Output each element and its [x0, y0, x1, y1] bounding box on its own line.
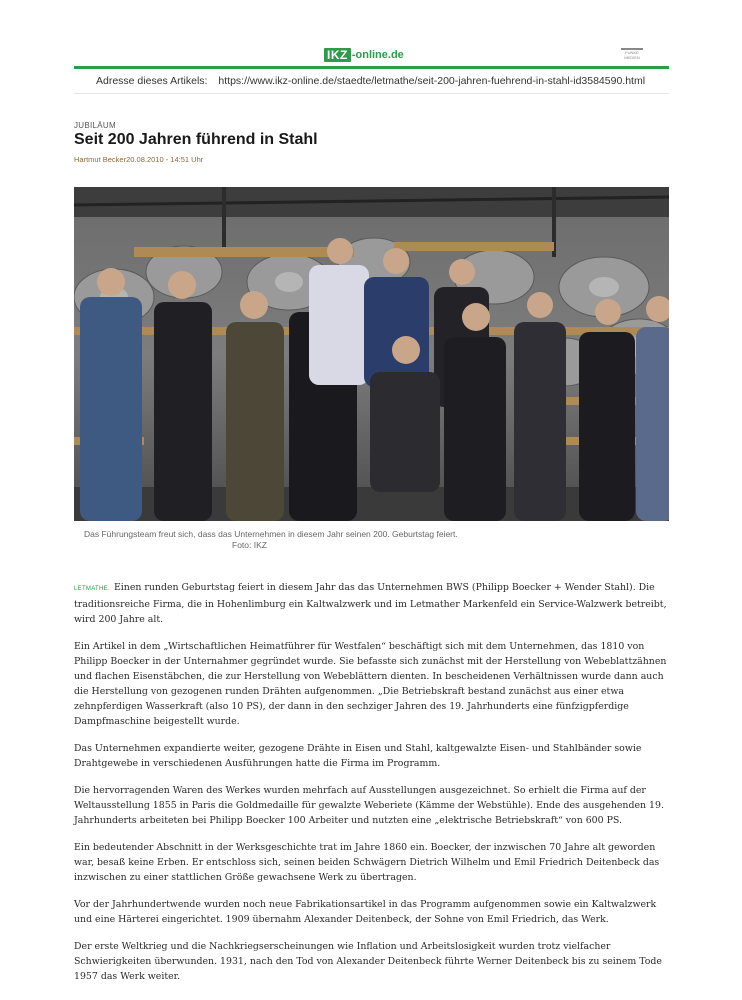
paragraph: Ein bedeutender Abschnitt in der Werksgeschichte trat im Jahre 1860 ein. Boecker, der inzwischen 70 Jahre alt geworden war, besaß keine Erben. Er entschloss sich, seinen beiden Schwägern Dietrich Wilhelm und Emil Friedrich Deitenbeck das inzwischen zu einer stattlichen Größe gewachsene Werk zu übertragen. — [74, 842, 660, 883]
funke-medien-logo: FUNKE MEDIEN — [621, 48, 643, 60]
address-divider — [74, 93, 669, 94]
article-kicker: JUBILÄUM — [74, 121, 116, 130]
dateline: LETMATHE. — [74, 586, 110, 592]
article-body — [74, 580, 671, 996]
paragraph: LETMATHE. Einen runden Geburtstag feiert in diesem Jahr das das Unternehmen BWS (Philipp Boecker + Wender Stahl). Die traditionsreiche Firma, die in Hohenlimburg ein Kaltwalzwerk und im Letmather Markenfeld ein Service-Walzwerk betreibt, wird 200 Jahre alt. — [74, 582, 667, 625]
article-photo — [74, 187, 669, 521]
caption-text: Das Führungsteam freut sich, dass das Unternehmen in diesem Jahr seinen 200. Geburtstag feiert. — [84, 529, 458, 539]
logo-suffix: -online.de — [351, 49, 404, 61]
address-url: https://www.ikz-online.de/staedte/letmathe/seit-200-jahren-fuehrend-in-stahl-id3584590.html — [218, 75, 646, 87]
logo-badge: IKZ — [324, 48, 351, 62]
paragraph: Ein Artikel in dem „Wirtschaftlichen Heimatführer für Westfalen“ beschäftigt sich mit dem Unternehmen, das 1810 von Philipp Boecker in der Unternahmer gegründet wurde. Sie befasste sich zunächst mit der Herstellung von Webeblattzähnen und flachen Eisenstäbchen, die zur Herstellung von Webeblättern dienten. In bescheidenen Verhältnissen wurde dann auch die Herstellung von gezogenen runden Drähten aufgenommen. „Die Betriebskraft bestand zunächst aus einer etwa zehnpferdigen Wasserkraft (also 10 PS), der dann in den sechziger Jahren des 19. Jahrhunderts eine fünfzigpferdige Dampfmaschine beigestellt wurde. — [74, 641, 667, 727]
paragraph: Das Unternehmen expandierte weiter, gezogene Drähte in Eisen und Stahl, kaltgewalzte Eisen- und Stahlbänder sowie Drahtgewebe in verschiedenen Ausführungen hatte die Firma im Programm. — [74, 743, 642, 769]
article-address — [96, 75, 645, 87]
address-label: Adresse dieses Artikels: — [96, 75, 208, 87]
photo-credit: Foto: IKZ — [232, 540, 267, 550]
paragraph: Vor der Jahrhundertwende wurden noch neue Fabrikationsartikel in das Programm aufgenommen sowie ein Kaltwalzwerk und eine Härterei eingerichtet. 1909 übernahm Alexander Deitenbeck, der Sohne von Emil Friedrich, das Werk. — [74, 899, 657, 925]
header-divider — [74, 66, 669, 69]
paragraph: Die hervorragenden Waren des Werkes wurden mehrfach auf Ausstellungen ausgezeichnet. So erhielt die Firma auf der Weltausstellung 1855 in Paris die Goldmedaille für gewalzte Weberiete (Kämme der Webstühle). Ende des ausgehenden 19. Jahrhunderts arbeiteten bei Philipp Boecker 100 Arbeiter und nutzten eine „elektrische Betriebskraft“ von 600 PS. — [74, 785, 664, 826]
photo-caption — [84, 529, 458, 551]
ikz-logo[interactable] — [324, 48, 404, 62]
article-byline: Hartmut Becker20.08.2010 - 14:51 Uhr — [74, 155, 204, 164]
article-headline: Seit 200 Jahren führend in Stahl — [74, 131, 318, 148]
paragraph: Der erste Weltkrieg und die Nachkriegserscheinungen wie Inflation und Arbeitslosigkeit wurden trotz vielfacher Schwierigkeiten überwunden. 1931, nach den Tod von Alexander Deitenbeck führte Werner Deitenbeck bis zu seinem Tode 1957 das Werk weiter. — [74, 941, 662, 982]
